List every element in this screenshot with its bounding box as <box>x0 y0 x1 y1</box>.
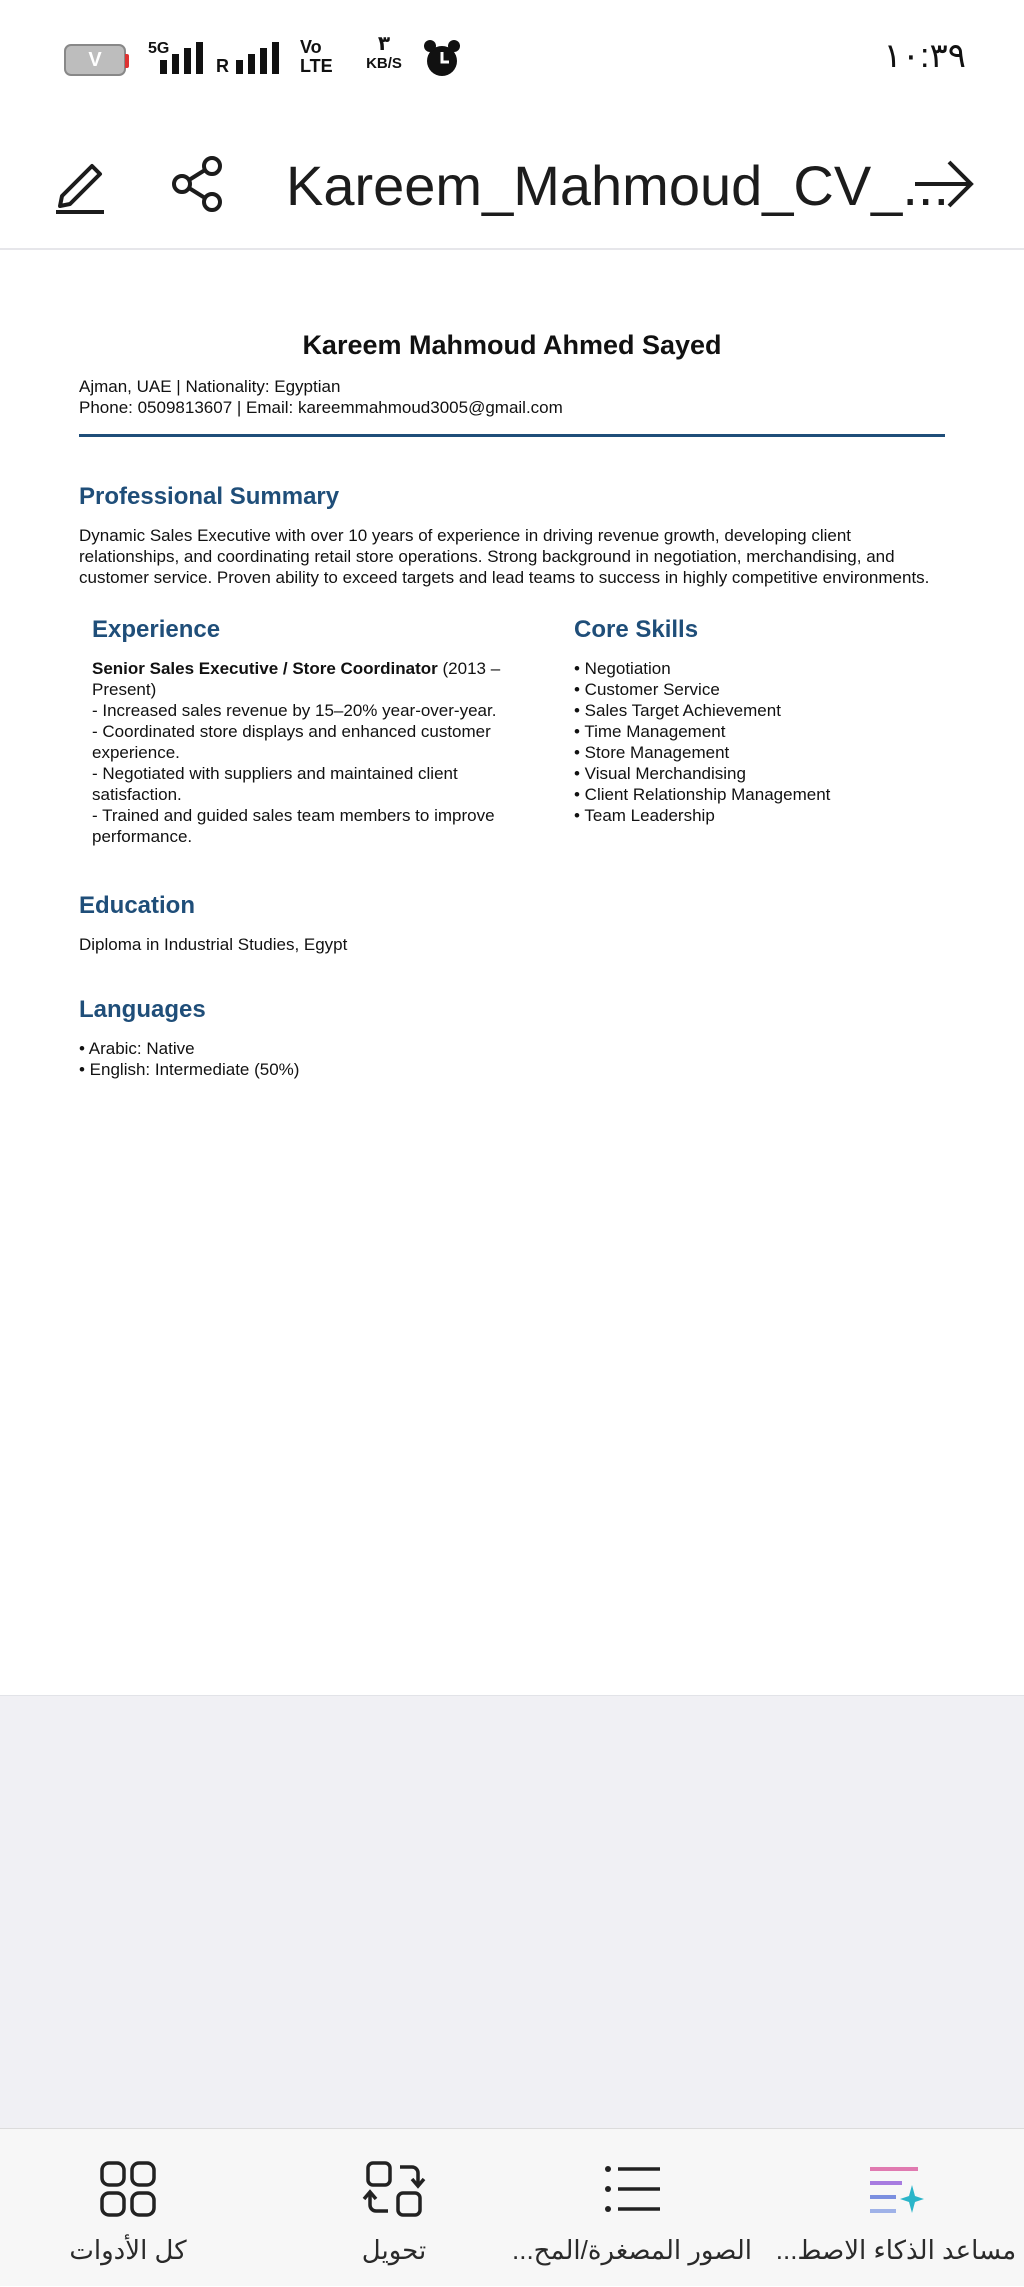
speed-unit: KB/S <box>366 55 402 72</box>
skill-item: • Customer Service <box>574 680 720 699</box>
language-item: • English: Intermediate (50%) <box>79 1060 300 1079</box>
viewer-background <box>0 1696 1024 2128</box>
summary-text <box>79 525 929 588</box>
education-text: Diploma in Industrial Studies, Egypt <box>79 935 348 954</box>
contact-line-location: Ajman, UAE | Nationality: Egyptian <box>79 377 341 396</box>
skill-item: • Store Management <box>574 743 730 762</box>
alarm-icon <box>422 38 462 85</box>
nav-ai-assistant[interactable] <box>768 2129 1024 2287</box>
status-bar <box>0 0 1024 118</box>
nav-convert[interactable] <box>266 2129 522 2287</box>
share-icon <box>166 152 230 216</box>
skills-heading: Core Skills <box>574 616 699 643</box>
document-page <box>0 250 1024 1696</box>
nav-all-tools-label: كل الأدوات <box>69 2235 187 2265</box>
grid-icon <box>96 2157 160 2221</box>
contact-line-phone-email: Phone: 0509813607 | Email: kareemmahmoud3005@gmail.com <box>79 398 563 417</box>
experience-line: - Coordinated store displays and enhanced customer <box>92 722 491 741</box>
battery-label: V <box>88 48 102 71</box>
next-button[interactable] <box>902 142 986 226</box>
arrow-right-icon <box>909 152 979 216</box>
experience-line: - Increased sales revenue by 15–20% year-over-year. <box>92 701 497 720</box>
skill-item: • Time Management <box>574 722 726 741</box>
experience-line: experience. <box>92 743 180 762</box>
nav-convert-label: تحويل <box>361 2235 427 2265</box>
battery-icon <box>64 44 126 76</box>
nav-ai-assistant-label: مساعد الذكاء الاصط... <box>775 2235 1017 2265</box>
pencil-icon <box>48 152 112 216</box>
convert-icon <box>362 2157 426 2221</box>
nav-all-tools[interactable] <box>0 2129 256 2287</box>
bottom-nav <box>0 2128 1024 2286</box>
skill-item: • Negotiation <box>574 659 671 678</box>
experience-line: satisfaction. <box>92 785 182 804</box>
edit-button[interactable] <box>38 142 122 226</box>
experience-line: performance. <box>92 827 193 846</box>
job-title: Senior Sales Executive / Store Coordinator <box>92 659 438 678</box>
cv-name: Kareem Mahmoud Ahmed Sayed <box>302 330 722 360</box>
volte-icon <box>300 38 333 76</box>
language-item: • Arabic: Native <box>79 1039 195 1058</box>
nav-thumbnails-label: الصور المصغرة/المح... <box>512 2235 752 2265</box>
skill-item: • Sales Target Achievement <box>574 701 781 720</box>
volte-top: Vo <box>300 37 322 57</box>
signal-bars-icon <box>160 42 203 74</box>
summary-line: relationships, and coordinating retail store operations. Strong background in negotiation, merchandising, and <box>79 547 895 566</box>
experience-line: - Trained and guided sales team members to improve <box>92 806 495 825</box>
skills-list <box>574 658 830 826</box>
experience-line: - Negotiated with suppliers and maintained client <box>92 764 458 783</box>
nav-thumbnails[interactable] <box>510 2129 754 2287</box>
job-period: (2013 – <box>437 659 501 678</box>
education-heading: Education <box>79 892 196 919</box>
roaming-label: R <box>216 56 229 76</box>
list-icon <box>600 2157 664 2221</box>
summary-line: Dynamic Sales Executive with over 10 years of experience in driving revenue growth, developing client <box>79 526 852 545</box>
share-button[interactable] <box>156 142 240 226</box>
clock-time: ١٠:٣٩ <box>883 37 966 75</box>
ai-sparkle-icon <box>864 2157 928 2221</box>
network-speed <box>360 34 408 74</box>
signal-bars-2-icon <box>236 42 279 74</box>
summary-heading: Professional Summary <box>79 483 340 510</box>
skill-item: • Client Relationship Management <box>574 785 831 804</box>
network-5g-label: 5G <box>148 40 170 57</box>
speed-value: ٣ <box>377 33 391 55</box>
header-divider <box>79 434 945 437</box>
volte-bottom: LTE <box>300 56 333 76</box>
experience-text <box>92 658 500 847</box>
languages-list <box>79 1038 299 1080</box>
skill-item: • Team Leadership <box>574 806 715 825</box>
top-toolbar <box>0 118 1024 250</box>
skill-item: • Visual Merchandising <box>574 764 746 783</box>
summary-line: customer service. Proven ability to exceed targets and lead teams to success in highly competitive environments. <box>79 568 930 587</box>
languages-heading: Languages <box>79 996 206 1023</box>
experience-heading: Experience <box>92 616 221 643</box>
job-period-end: Present) <box>92 680 157 699</box>
document-title: Kareem_Mahmoud_CV_... <box>286 154 950 217</box>
